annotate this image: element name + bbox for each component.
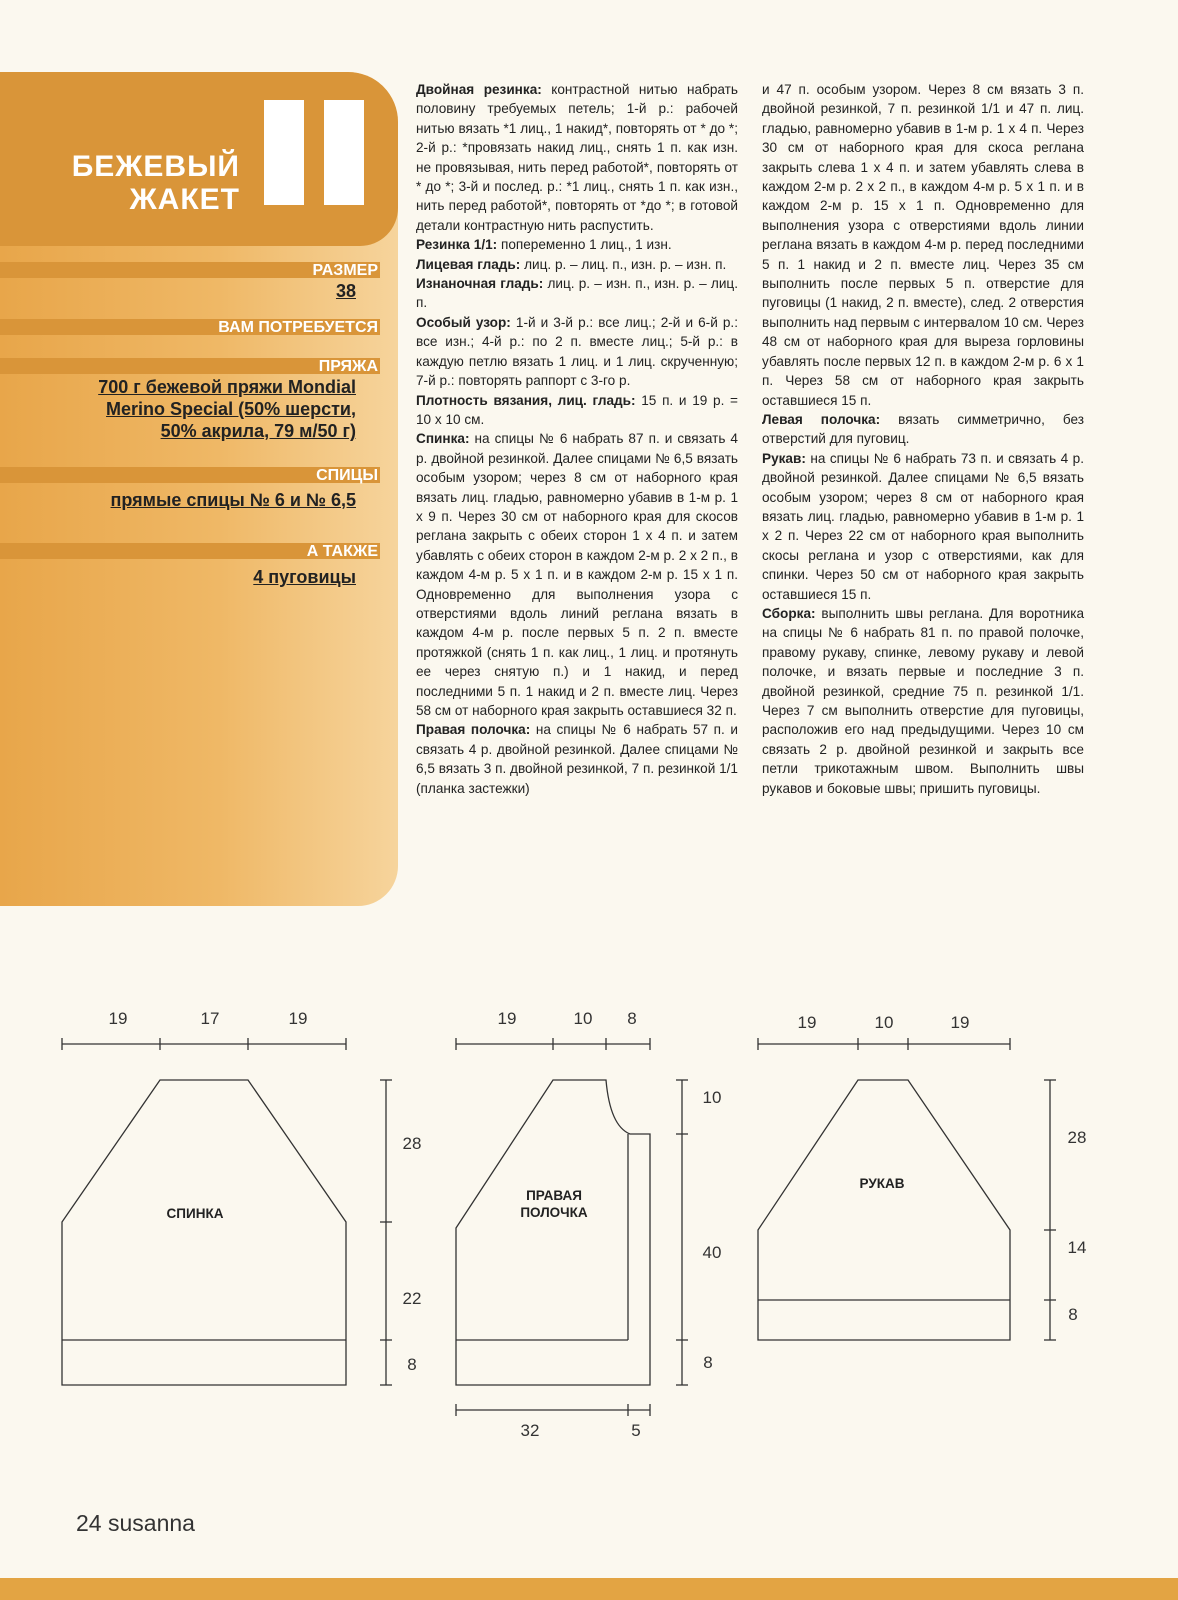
instruction-label: Лицевая гладь: <box>416 256 521 272</box>
front-dim-side-1: 10 <box>702 1088 722 1107</box>
instruction-paragraph <box>762 449 1084 604</box>
needles-value: прямые спицы № 6 и № 6,5 <box>110 490 356 510</box>
text-column-2 <box>762 80 1084 798</box>
back-dim-side-2: 22 <box>402 1289 422 1308</box>
instruction-paragraph <box>416 720 738 798</box>
back-dim-top-2: 17 <box>200 1009 220 1028</box>
instruction-text: попеременно 1 лиц., 1 изн. <box>497 237 672 253</box>
front-dim-top-1: 19 <box>497 1009 517 1028</box>
back-dim-side-1: 28 <box>402 1134 422 1153</box>
back-label: СПИНКА <box>166 1206 224 1221</box>
sleeve-dim-top-3: 19 <box>950 1013 970 1032</box>
also-heading: А ТАКЖЕ <box>0 543 380 559</box>
instruction-label: Спинка: <box>416 431 470 447</box>
instruction-paragraph <box>762 410 1084 449</box>
needles-heading: СПИЦЫ <box>0 467 380 483</box>
instruction-text: на спицы № 6 набрать 87 п. и связать 4 р. двойной резинкой. Далее спицами № 6,5 вязать особым узором; через 8 см от наборного края вязать лиц. гладью, равномерно убавив в 1-м р. 1 х 9 п. Через 30 см от наборного края для скосов реглана закрыть с обеих сторон 1 х 4 п. и затем убавлять с обеих сторон в каждом 2-м р. 2 х 2 п., в каждом 4-м р. 5 х 1 п. и в каждом 2-м р. 15 х 1 п. Одновременно для выполнения узора с отверстиями вдоль линий реглана вязать в каждом 4-м р. после первых 5 п. 2 п. вместе протяжкой (снять 1 п. как лиц., 1 лиц. и протянуть ее через снятую п.) и 1 накид, и перед последними 5 п. 1 накид и 2 п. вместе лиц. Через 58 см от наборного края закрыть оставшиеся 32 п. <box>416 431 738 718</box>
also-value: 4 пуговицы <box>253 567 356 587</box>
brand-name: susanna <box>107 1510 195 1536</box>
instruction-label: Изнаночная гладь: <box>416 276 544 292</box>
back-dim-top-3: 19 <box>288 1009 308 1028</box>
instruction-text: на спицы № 6 набрать 57 п. и связать 4 р. двойной резинкой. Далее спицами № 6,5 вязать 3 п. двойной резинкой, 7 п. резинкой 1/1 (планка застежки) <box>416 722 738 796</box>
instruction-paragraph <box>416 255 738 274</box>
front-dim-bottom-1: 32 <box>520 1421 540 1440</box>
instruction-label: Рукав: <box>762 450 806 466</box>
instruction-text: лиц. р. – изн. п., изн. р. – лиц. п. <box>416 276 738 311</box>
instruction-label: Резинка 1/1: <box>416 237 498 253</box>
pattern-diagrams <box>0 990 1178 1490</box>
sleeve-dim-top-1: 19 <box>797 1013 817 1032</box>
instruction-label: Плотность вязания, лиц. гладь: <box>416 392 636 408</box>
instruction-paragraph <box>416 313 738 391</box>
sleeve-dim-side-2: 14 <box>1067 1238 1087 1257</box>
yarn-heading: ПРЯЖА <box>0 358 380 374</box>
instruction-text: лиц. р. – лиц. п., изн. р. – изн. п. <box>520 256 727 272</box>
size-heading: РАЗМЕР <box>0 262 380 278</box>
instruction-paragraph <box>416 274 738 313</box>
page-number: 24 <box>76 1510 102 1536</box>
instruction-text: 15 п. и 19 р. = 10 х 10 см. <box>416 392 738 427</box>
instruction-label: Особый узор: <box>416 314 511 330</box>
instruction-paragraph <box>416 80 738 235</box>
front-dim-side-3: 8 <box>703 1353 713 1372</box>
front-label-2: ПОЛОЧКА <box>520 1205 588 1220</box>
instruction-label: Двойная резинка: <box>416 82 542 97</box>
sleeve-dim-top-2: 10 <box>874 1013 894 1032</box>
instruction-label: Левая полочка: <box>762 411 881 427</box>
need-heading: ВАМ ПОТРЕБУЕТСЯ <box>0 319 380 335</box>
bottom-bar <box>0 1578 1178 1600</box>
instruction-paragraph <box>416 235 738 254</box>
instruction-text: вязать симметрично, без отверстий для пуговиц. <box>762 411 1084 447</box>
text-column-1 <box>416 80 738 798</box>
back-dim-top-1: 19 <box>108 1009 128 1028</box>
instruction-text: выполнить швы реглана. Для воротника на спицы № 6 набрать 81 п. по правой полочке, правому рукаву, спинке, левому рукаву и левой полочке, и вязать первые и последние 3 п. двойной резинкой, средние 75 п. резинкой 1/1. Через 7 см выполнить отверстие для пуговицы, расположив его над предыдущими. Через 10 см связать 2 р. двойной резинкой и закрыть все петли трикотажным швом. Выполнить швы рукавов и боковые швы; пришить пуговицы. <box>762 605 1084 796</box>
front-dim-bottom-2: 5 <box>631 1421 641 1440</box>
back-shape <box>62 1080 346 1385</box>
instruction-text: 1-й и 3-й р.: все лиц.; 2-й и 6-й р.: все изн.; 4-й р.: по 2 п. вместе лиц.; 5-й р.: в каждую петлю вязать 1 лиц. и 1 лиц. скрученную; 7-й р.: повторять раппорт с 3-го р. <box>416 314 738 389</box>
title-block <box>0 72 398 246</box>
instruction-text: на спицы № 6 набрать 73 п. и связать 4 р. двойной резинкой. Далее спицами № 6,5 вязать особым узором; через 8 см от наборного края вязать лиц. гладью, равномерно убавив в 1-м р. 1 х 2 п. Через 22 см от наборного края выполнить скосы реглана и узор с отверстиями, как для спинки. Через 50 см от наборного края закрыть оставшиеся 15 п. <box>762 450 1084 602</box>
instruction-label: Сборка: <box>762 605 816 621</box>
instruction-paragraph <box>416 429 738 720</box>
instruction-paragraph <box>416 391 738 430</box>
instruction-label: Правая полочка: <box>416 722 531 738</box>
front-shape <box>456 1080 650 1385</box>
instruction-paragraph <box>762 604 1084 798</box>
size-value: 38 <box>335 281 356 301</box>
instruction-text: контрастной нитью набрать половину требуемых петель; 1-й р.: рабочей нитью вязать *1 лиц., 1 накид*, повторять от * до *; 2-й р.: *провязать накид лиц., снять 1 п. как изн. не провязывая, нить перед работой*, повторять от * до *; 3-й и послед. р.: *1 лиц., снять 1 п. как изн., нить перед работой*, повторять от *до *; в готовой детали контрастную нить распустить. <box>416 82 738 233</box>
front-dim-top-3: 8 <box>627 1009 637 1028</box>
article-number <box>264 100 366 205</box>
yarn-line-3: 50% акрила, 79 м/50 г) <box>160 421 356 441</box>
front-dim-top-2: 10 <box>573 1009 593 1028</box>
sleeve-dim-side-3: 8 <box>1068 1305 1078 1324</box>
yarn-line-2: Merino Special (50% шерсти, <box>106 399 356 419</box>
instruction-text: и 47 п. особым узором. Через 8 см вязать 3 п. двойной резинкой, 7 п. резинкой 1/1 и 47 п. лиц. гладью, равномерно убавив в 1-м р. 1 х 4 п. Через 30 см от наборного края для скоса реглана закрыть слева 1 х 4 п. и затем убавлять слева в каждом 2-м р. 2 х 2 п., в каждом 4-м р. 5 х 1 п. и в каждом 2-м р. 15 х 1 п. Одновременно для выполнения узора с отверстиями вдоль линии реглана вязать в каждом 4-м р. перед последними 5 п. 1 накид и 2 п. вместе лиц. Через 35 см выполнить после первых 5 п. отверстие для пуговицы (1 накид, 2 п. вместе), след. 2 отверстия выполнить над первым с интервалом 10 см. Через 48 см от наборного края для выреза горловины убавлять после первых 12 п. в каждом 2-м р. 6 х 1 п. Через 58 см от наборного края закрыть оставшиеся 15 п. <box>762 82 1084 408</box>
yarn-line-1: 700 г бежевой пряжи Mondial <box>98 377 356 397</box>
sleeve-dim-side-1: 28 <box>1067 1128 1087 1147</box>
article-title: БЕЖЕВЫЙ ЖАКЕТ <box>71 150 240 216</box>
front-label-1: ПРАВАЯ <box>526 1188 582 1203</box>
instruction-paragraph <box>762 80 1084 410</box>
page-footer <box>76 1510 195 1537</box>
sleeve-label: РУКАВ <box>859 1176 905 1191</box>
back-dim-side-3: 8 <box>407 1355 417 1374</box>
sleeve-shape <box>758 1080 1010 1340</box>
front-dim-side-2: 40 <box>702 1243 722 1262</box>
